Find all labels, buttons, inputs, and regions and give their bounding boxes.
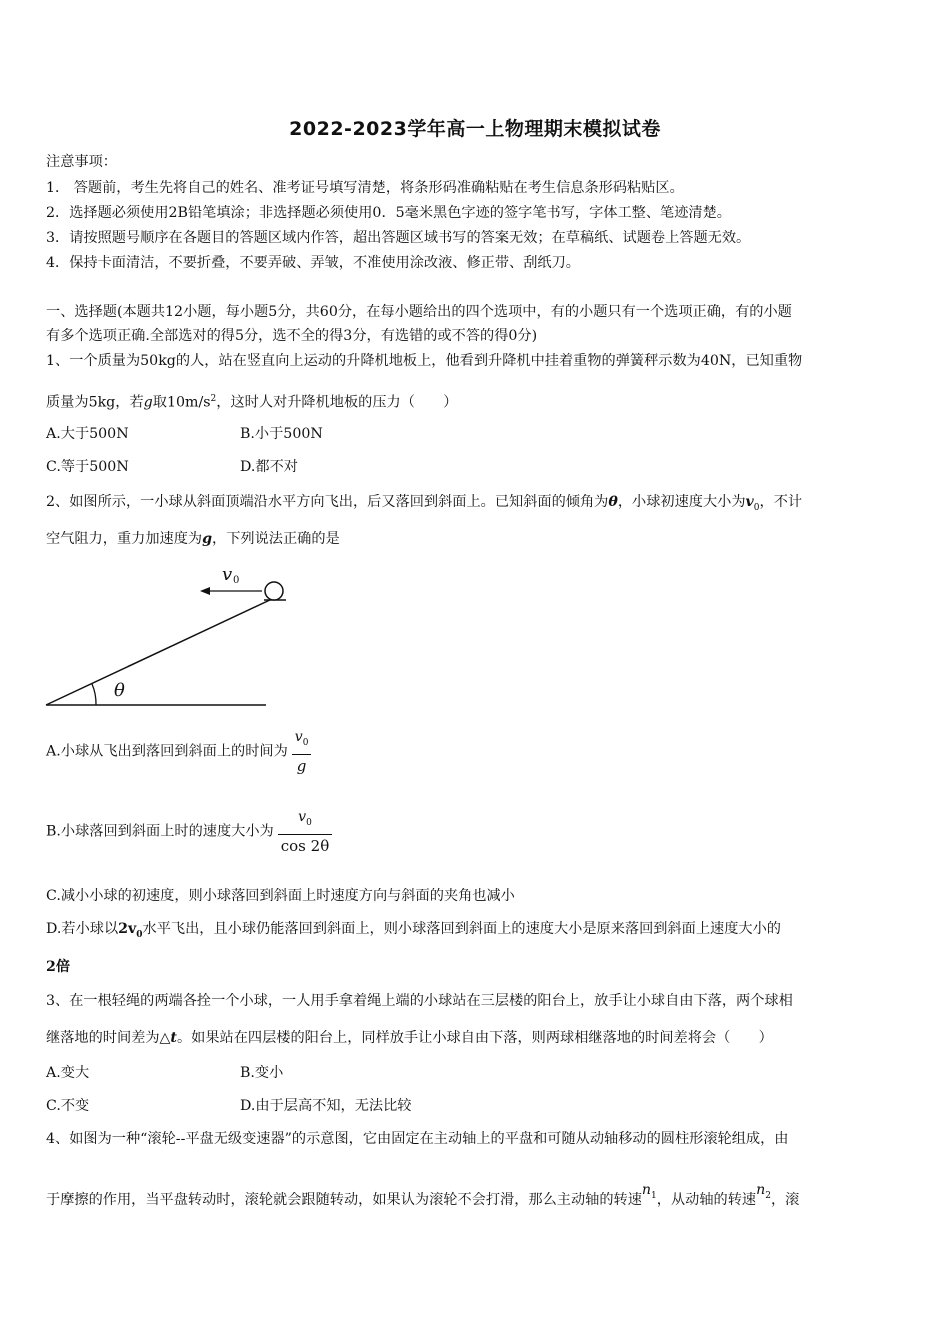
q4-stem-line-1: 4、如图为一种“滚轮--平盘无级变速器”的示意图，它由固定在主动轴上的平盘和可随从动轴移动的圆柱形滚轮组成，由	[46, 1131, 789, 1147]
q2-text-2b: ，下列说法正确的是	[212, 531, 340, 547]
q2-option-c: C.减小小球的初速度，则小球落回到斜面上时速度方向与斜面的夹角也减小	[46, 888, 515, 904]
q2-text-1b: ，小球初速度大小为	[617, 494, 746, 510]
q1-option-b: B.小于500N	[240, 426, 323, 442]
q2-option-d-text-b: 水平飞出，且小球仍能落回到斜面上，则小球落回到斜面上的速度大小是原来落回到斜面上速度大小的	[142, 921, 781, 937]
q3-option-a: A.变大	[46, 1065, 90, 1081]
q2-stem-line-2	[46, 529, 340, 549]
q1-option-a: A.大于500N	[46, 426, 129, 442]
q2-text-1a: 2、如图所示，一小球从斜面顶端沿水平方向飞出，后又落回到斜面上。已知斜面的倾角为	[46, 494, 609, 510]
fraction-a-numerator: v	[294, 729, 303, 745]
q1-text-2b: 取10m/s	[152, 394, 211, 411]
q2-option-b-fraction	[278, 807, 332, 856]
q4-n2-sub: 2	[765, 1190, 771, 1201]
notice-item-1: 1． 答题前，考生先将自己的姓名、准考证号填写清楚，将条形码准确粘贴在考生信息条形码粘贴区。	[46, 180, 684, 196]
q3-text-2b: 。如果站在四层楼的阳台上，同样放手让小球自由下落，则两球相继落地的时间差将会（ ）	[176, 1030, 773, 1046]
q2-option-d-line-1	[46, 919, 781, 945]
q1-option-d: D.都不对	[240, 459, 298, 475]
q2-g-symbol: g	[202, 531, 212, 547]
notice-item-4: 4．保持卡面清洁，不要折叠，不要弄破、弄皱，不准使用涂改液、修正带、刮纸刀。	[46, 255, 580, 271]
q1-g-symbol: g	[143, 394, 153, 411]
section-intro-line-1: 一、选择题(本题共12小题，每小题5分，共60分，在每小题给出的四个选项中，有的小题只有一个选项正确，有的小题	[46, 304, 792, 320]
q3-t-symbol: t	[170, 1030, 177, 1046]
incline-figure	[40, 560, 300, 720]
q4-text-2c: ，滚	[770, 1192, 800, 1208]
q1-sup: 2	[210, 394, 217, 404]
q2-text-1c: ，不计	[759, 494, 803, 510]
q3-option-b: B.变小	[240, 1065, 284, 1081]
q2-option-d-v: 2v	[118, 921, 137, 937]
notice-item-2: 2．选择题必须使用2B铅笔填涂；非选择题必须使用0．5毫米黑色字迹的签字笔书写，字体工整、笔迹清楚。	[46, 205, 731, 221]
q2-text-2a: 空气阻力，重力加速度为	[46, 531, 203, 547]
q4-n2-letter: n	[756, 1182, 766, 1198]
q2-theta-symbol: θ	[608, 494, 618, 510]
q4-n1-symbol	[641, 1182, 657, 1201]
q2-v0-sub: 0	[753, 502, 760, 513]
fraction-b-numerator: v	[298, 809, 307, 825]
angle-arc	[92, 684, 96, 705]
q4-text-2b: ，从动轴的转速	[656, 1192, 757, 1208]
fraction-b-sub: 0	[306, 817, 312, 828]
q1-stem-line-2	[46, 389, 457, 413]
q1-stem-line-1	[46, 351, 802, 371]
q4-n1-sub: 1	[651, 1190, 657, 1201]
q2-option-a-text: A.小球从飞出到落回到斜面上的时间为	[46, 743, 288, 760]
q2-option-d-sub: 0	[136, 929, 143, 940]
figure-angle-label: θ	[114, 680, 125, 701]
q2-option-b-text: B.小球落回到斜面上时的速度大小为	[46, 823, 274, 840]
q2-option-b	[46, 807, 332, 856]
q3-stem-line-2	[46, 1028, 773, 1048]
notice-item-3: 3．请按照题号顺序在各题目的答题区域内作答，超出答题区域书写的答案无效；在草稿纸、试题卷上答题无效。	[46, 230, 751, 246]
figure-v-sub: 0	[233, 575, 240, 586]
q4-n1-letter: n	[641, 1182, 652, 1198]
q1-text-1: 1、一个质量为50kg的人，站在竖直向上运动的升降机地板上，他看到升降机中挂着重物的弹簧秤示数为40N，已知重物	[46, 353, 803, 369]
notice-heading: 注意事项：	[46, 154, 117, 170]
page-title: 2022-2023学年高一上物理期末模拟试卷	[289, 118, 661, 140]
fraction-a-sub: 0	[302, 737, 309, 748]
q4-n2-symbol	[756, 1182, 771, 1201]
q2-option-a-fraction	[292, 727, 312, 776]
q2-v0-symbol: v	[745, 494, 754, 510]
q4-stem-line-2	[46, 1182, 800, 1216]
q3-option-c: C.不变	[46, 1098, 90, 1114]
figure-v-label: v	[222, 564, 233, 585]
q3-text-2a: 继落地的时间差为△	[46, 1030, 171, 1046]
q2-stem-line-1	[46, 492, 802, 518]
section-intro-line-2: 有多个选项正确.全部选对的得5分，选不全的得3分，有选错的或不答的得0分)	[46, 328, 538, 344]
q1-text-2a: 质量为5kg，若	[46, 394, 144, 411]
fraction-a-denominator: g	[296, 756, 307, 775]
q4-text-2a: 于摩擦的作用，当平盘转动时，滚轮就会跟随转动，如果认为滚轮不会打滑，那么主动轴的转速	[46, 1192, 642, 1208]
ball-icon	[265, 582, 283, 600]
q2-option-d-text-a: D.若小球以	[46, 921, 119, 937]
q2-option-d-line-2: 2倍	[46, 959, 71, 975]
q3-option-d: D.由于层高不知，无法比较	[240, 1098, 412, 1114]
arrow-head-icon	[200, 587, 210, 595]
q3-stem-line-1: 3、在一根轻绳的两端各拴一个小球，一人用手拿着绳上端的小球站在三层楼的阳台上，放手让小球自由下落，两个球相	[46, 993, 793, 1009]
q1-option-c: C.等于500N	[46, 459, 129, 475]
q2-option-a	[46, 727, 311, 776]
incline-slope-line	[46, 599, 272, 705]
q1-text-2c: ，这时人对升降机地板的压力（ ）	[216, 394, 458, 411]
fraction-b-denominator: cos 2θ	[280, 836, 330, 855]
